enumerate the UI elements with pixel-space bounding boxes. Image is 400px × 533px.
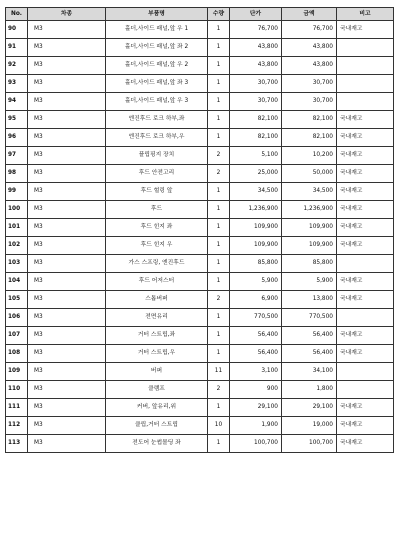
cell-note: 국내재고 bbox=[337, 147, 394, 165]
table-row bbox=[6, 417, 394, 435]
cell-part-name: 버퍼 bbox=[106, 363, 208, 381]
cell-amount: 109,900 bbox=[282, 237, 337, 255]
cell-unit-price: 109,900 bbox=[230, 219, 282, 237]
cell-no: 103 bbox=[6, 255, 28, 273]
cell-unit-price: 30,700 bbox=[230, 75, 282, 93]
cell-amount: 82,100 bbox=[282, 111, 337, 129]
cell-note bbox=[337, 363, 394, 381]
cell-model: M3 bbox=[28, 129, 106, 147]
cell-note: 국내재고 bbox=[337, 21, 394, 39]
cell-note bbox=[337, 381, 394, 399]
cell-part-name: 홀더,사이드 패널,앞 우 3 bbox=[106, 93, 208, 111]
cell-unit-price: 56,400 bbox=[230, 345, 282, 363]
cell-unit-price: 82,100 bbox=[230, 111, 282, 129]
cell-amount: 5,900 bbox=[282, 273, 337, 291]
cell-no: 106 bbox=[6, 309, 28, 327]
cell-quantity: 10 bbox=[208, 417, 230, 435]
table-row bbox=[6, 345, 394, 363]
cell-part-name: 홀더,사이드 패널,앞 우 2 bbox=[106, 57, 208, 75]
cell-note: 국내재고 bbox=[337, 237, 394, 255]
table-row bbox=[6, 381, 394, 399]
cell-no: 112 bbox=[6, 417, 28, 435]
cell-quantity: 1 bbox=[208, 255, 230, 273]
cell-amount: 85,800 bbox=[282, 255, 337, 273]
cell-note: 국내재고 bbox=[337, 291, 394, 309]
cell-no: 108 bbox=[6, 345, 28, 363]
cell-amount: 1,800 bbox=[282, 381, 337, 399]
cell-unit-price: 29,100 bbox=[230, 399, 282, 417]
cell-part-name: 후드 bbox=[106, 201, 208, 219]
cell-note: 국내재고 bbox=[337, 327, 394, 345]
parts-sheet bbox=[5, 7, 394, 453]
cell-model: M3 bbox=[28, 57, 106, 75]
cell-part-name: 홀더,사이드 패널,앞 좌 2 bbox=[106, 39, 208, 57]
cell-note: 국내재고 bbox=[337, 129, 394, 147]
cell-amount: 29,100 bbox=[282, 399, 337, 417]
cell-part-name: 전면유리 bbox=[106, 309, 208, 327]
cell-note: 국내재고 bbox=[337, 111, 394, 129]
table-row bbox=[6, 255, 394, 273]
cell-quantity: 1 bbox=[208, 327, 230, 345]
cell-unit-price: 25,000 bbox=[230, 165, 282, 183]
cell-no: 93 bbox=[6, 75, 28, 93]
cell-unit-price: 3,100 bbox=[230, 363, 282, 381]
cell-unit-price: 1,900 bbox=[230, 417, 282, 435]
cell-unit-price: 30,700 bbox=[230, 93, 282, 111]
cell-model: M3 bbox=[28, 435, 106, 453]
header-no: No. bbox=[6, 8, 28, 21]
cell-quantity: 1 bbox=[208, 93, 230, 111]
cell-part-name: 거터 스트립,우 bbox=[106, 345, 208, 363]
cell-model: M3 bbox=[28, 273, 106, 291]
cell-quantity: 1 bbox=[208, 39, 230, 57]
cell-part-name: 플립핑지 장치 bbox=[106, 147, 208, 165]
cell-model: M3 bbox=[28, 219, 106, 237]
cell-part-name: 전도어 눈썹몰딩 좌 bbox=[106, 435, 208, 453]
cell-amount: 770,500 bbox=[282, 309, 337, 327]
cell-note bbox=[337, 39, 394, 57]
cell-no: 97 bbox=[6, 147, 28, 165]
cell-unit-price: 100,700 bbox=[230, 435, 282, 453]
cell-unit-price: 43,800 bbox=[230, 57, 282, 75]
table-row bbox=[6, 363, 394, 381]
cell-part-name: 홀더,사이드 패널,앞 좌 3 bbox=[106, 75, 208, 93]
cell-no: 99 bbox=[6, 183, 28, 201]
cell-amount: 76,700 bbox=[282, 21, 337, 39]
cell-part-name: 엔진후드 로크 하부,좌 bbox=[106, 111, 208, 129]
cell-quantity: 2 bbox=[208, 291, 230, 309]
table-header-row bbox=[6, 8, 394, 21]
cell-amount: 50,000 bbox=[282, 165, 337, 183]
table-row bbox=[6, 237, 394, 255]
cell-unit-price: 85,800 bbox=[230, 255, 282, 273]
cell-no: 96 bbox=[6, 129, 28, 147]
cell-note: 국내재고 bbox=[337, 201, 394, 219]
cell-quantity: 2 bbox=[208, 381, 230, 399]
cell-part-name: 후드 어저스터 bbox=[106, 273, 208, 291]
table-row bbox=[6, 399, 394, 417]
cell-part-name: 커버, 앞유리,위 bbox=[106, 399, 208, 417]
header-model: 차종 bbox=[28, 8, 106, 21]
table-row bbox=[6, 219, 394, 237]
table-row bbox=[6, 291, 394, 309]
cell-note bbox=[337, 255, 394, 273]
cell-amount: 109,900 bbox=[282, 219, 337, 237]
cell-model: M3 bbox=[28, 39, 106, 57]
cell-note: 국내재고 bbox=[337, 435, 394, 453]
cell-unit-price: 5,100 bbox=[230, 147, 282, 165]
parts-table bbox=[5, 7, 394, 453]
cell-model: M3 bbox=[28, 75, 106, 93]
cell-model: M3 bbox=[28, 345, 106, 363]
cell-amount: 19,000 bbox=[282, 417, 337, 435]
cell-unit-price: 770,500 bbox=[230, 309, 282, 327]
cell-no: 105 bbox=[6, 291, 28, 309]
cell-model: M3 bbox=[28, 417, 106, 435]
cell-unit-price: 900 bbox=[230, 381, 282, 399]
cell-quantity: 1 bbox=[208, 345, 230, 363]
cell-quantity: 1 bbox=[208, 435, 230, 453]
cell-no: 113 bbox=[6, 435, 28, 453]
cell-model: M3 bbox=[28, 183, 106, 201]
cell-amount: 30,700 bbox=[282, 93, 337, 111]
cell-amount: 43,800 bbox=[282, 57, 337, 75]
cell-model: M3 bbox=[28, 93, 106, 111]
cell-unit-price: 76,700 bbox=[230, 21, 282, 39]
table-row bbox=[6, 75, 394, 93]
cell-quantity: 1 bbox=[208, 183, 230, 201]
cell-model: M3 bbox=[28, 309, 106, 327]
cell-unit-price: 109,900 bbox=[230, 237, 282, 255]
table-row bbox=[6, 435, 394, 453]
cell-quantity: 1 bbox=[208, 219, 230, 237]
cell-no: 101 bbox=[6, 219, 28, 237]
cell-no: 107 bbox=[6, 327, 28, 345]
cell-no: 94 bbox=[6, 93, 28, 111]
cell-model: M3 bbox=[28, 165, 106, 183]
table-row bbox=[6, 129, 394, 147]
cell-part-name: 클램프 bbox=[106, 381, 208, 399]
cell-note: 국내재고 bbox=[337, 165, 394, 183]
cell-quantity: 1 bbox=[208, 21, 230, 39]
cell-part-name: 클립,거터 스트립 bbox=[106, 417, 208, 435]
cell-part-name: 거터 스트립,좌 bbox=[106, 327, 208, 345]
header-amount: 금액 bbox=[282, 8, 337, 21]
cell-note bbox=[337, 309, 394, 327]
cell-part-name: 홀더,사이드 패널,앞 우 1 bbox=[106, 21, 208, 39]
cell-part-name: 후드 안전고리 bbox=[106, 165, 208, 183]
cell-quantity: 1 bbox=[208, 309, 230, 327]
cell-quantity: 1 bbox=[208, 201, 230, 219]
cell-note: 국내재고 bbox=[337, 399, 394, 417]
cell-note: 국내재고 bbox=[337, 273, 394, 291]
cell-model: M3 bbox=[28, 255, 106, 273]
table-row bbox=[6, 165, 394, 183]
table-row bbox=[6, 273, 394, 291]
cell-note bbox=[337, 75, 394, 93]
cell-unit-price: 1,236,900 bbox=[230, 201, 282, 219]
cell-quantity: 1 bbox=[208, 237, 230, 255]
table-row bbox=[6, 183, 394, 201]
table-row bbox=[6, 93, 394, 111]
cell-amount: 43,800 bbox=[282, 39, 337, 57]
cell-note bbox=[337, 93, 394, 111]
cell-part-name: 가스 스프링, 엔진후드 bbox=[106, 255, 208, 273]
cell-part-name: 스톱버퍼 bbox=[106, 291, 208, 309]
cell-model: M3 bbox=[28, 363, 106, 381]
cell-quantity: 2 bbox=[208, 165, 230, 183]
cell-part-name: 후드 헐링 앞 bbox=[106, 183, 208, 201]
cell-amount: 56,400 bbox=[282, 327, 337, 345]
table-row bbox=[6, 111, 394, 129]
cell-amount: 10,200 bbox=[282, 147, 337, 165]
header-quantity: 수량 bbox=[208, 8, 230, 21]
cell-quantity: 1 bbox=[208, 57, 230, 75]
cell-part-name: 후드 힌지 좌 bbox=[106, 219, 208, 237]
cell-no: 90 bbox=[6, 21, 28, 39]
cell-model: M3 bbox=[28, 291, 106, 309]
cell-no: 104 bbox=[6, 273, 28, 291]
cell-no: 100 bbox=[6, 201, 28, 219]
cell-no: 102 bbox=[6, 237, 28, 255]
cell-no: 98 bbox=[6, 165, 28, 183]
cell-model: M3 bbox=[28, 201, 106, 219]
cell-model: M3 bbox=[28, 21, 106, 39]
cell-unit-price: 5,900 bbox=[230, 273, 282, 291]
cell-amount: 100,700 bbox=[282, 435, 337, 453]
cell-quantity: 2 bbox=[208, 147, 230, 165]
cell-note: 국내재고 bbox=[337, 219, 394, 237]
header-part-name: 부품명 bbox=[106, 8, 208, 21]
table-row bbox=[6, 39, 394, 57]
cell-note: 국내재고 bbox=[337, 183, 394, 201]
table-row bbox=[6, 57, 394, 75]
cell-no: 109 bbox=[6, 363, 28, 381]
cell-note bbox=[337, 57, 394, 75]
cell-part-name: 엔진후드 로크 하부,우 bbox=[106, 129, 208, 147]
cell-model: M3 bbox=[28, 237, 106, 255]
header-unit-price: 단가 bbox=[230, 8, 282, 21]
cell-no: 110 bbox=[6, 381, 28, 399]
cell-unit-price: 43,800 bbox=[230, 39, 282, 57]
cell-quantity: 11 bbox=[208, 363, 230, 381]
cell-quantity: 1 bbox=[208, 399, 230, 417]
cell-no: 111 bbox=[6, 399, 28, 417]
cell-amount: 56,400 bbox=[282, 345, 337, 363]
cell-no: 91 bbox=[6, 39, 28, 57]
cell-quantity: 1 bbox=[208, 129, 230, 147]
cell-no: 95 bbox=[6, 111, 28, 129]
cell-no: 92 bbox=[6, 57, 28, 75]
cell-amount: 30,700 bbox=[282, 75, 337, 93]
cell-amount: 1,236,900 bbox=[282, 201, 337, 219]
cell-quantity: 1 bbox=[208, 111, 230, 129]
table-row bbox=[6, 147, 394, 165]
cell-quantity: 1 bbox=[208, 75, 230, 93]
cell-model: M3 bbox=[28, 327, 106, 345]
cell-unit-price: 56,400 bbox=[230, 327, 282, 345]
cell-unit-price: 82,100 bbox=[230, 129, 282, 147]
table-row bbox=[6, 201, 394, 219]
cell-part-name: 후드 힌지 우 bbox=[106, 237, 208, 255]
cell-amount: 82,100 bbox=[282, 129, 337, 147]
cell-amount: 34,500 bbox=[282, 183, 337, 201]
cell-quantity: 1 bbox=[208, 273, 230, 291]
table-row bbox=[6, 309, 394, 327]
table-row bbox=[6, 327, 394, 345]
cell-amount: 34,100 bbox=[282, 363, 337, 381]
cell-note: 국내재고 bbox=[337, 345, 394, 363]
table-row bbox=[6, 21, 394, 39]
cell-unit-price: 6,900 bbox=[230, 291, 282, 309]
cell-model: M3 bbox=[28, 399, 106, 417]
header-note: 비고 bbox=[337, 8, 394, 21]
cell-unit-price: 34,500 bbox=[230, 183, 282, 201]
cell-note: 국내재고 bbox=[337, 417, 394, 435]
cell-model: M3 bbox=[28, 147, 106, 165]
cell-amount: 13,800 bbox=[282, 291, 337, 309]
cell-model: M3 bbox=[28, 381, 106, 399]
cell-model: M3 bbox=[28, 111, 106, 129]
